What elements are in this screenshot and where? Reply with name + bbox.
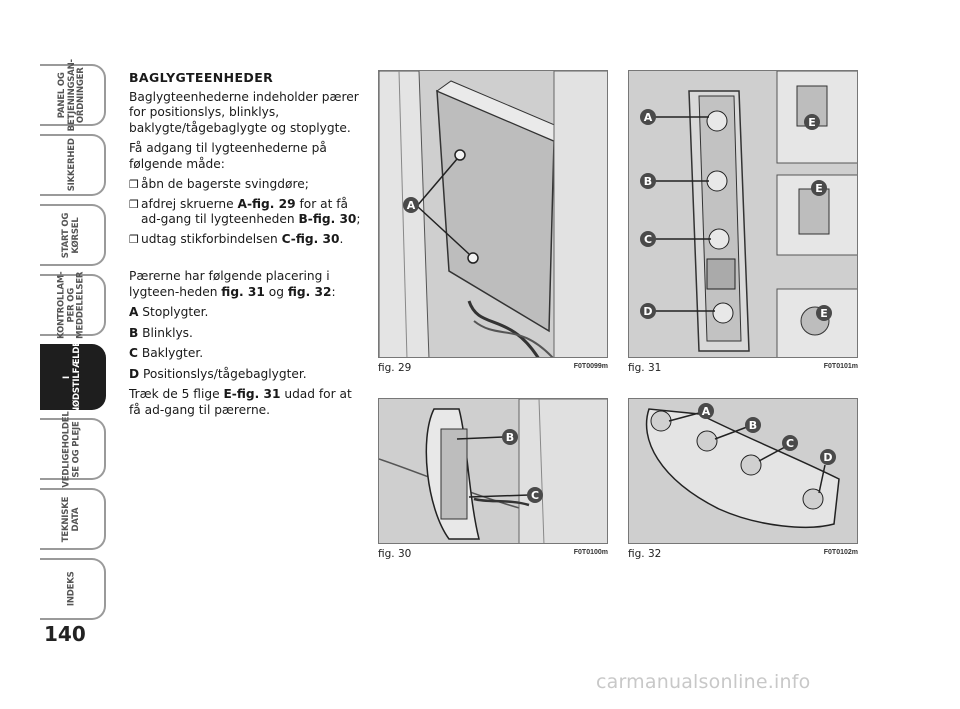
svg-text:C: C — [785, 437, 795, 450]
callout-c — [640, 231, 656, 247]
svg-text:E: E — [808, 116, 816, 129]
svg-text:B: B — [748, 419, 758, 432]
tab-label: INDEKS — [66, 571, 77, 607]
figure-code: F0T0102m — [823, 549, 858, 556]
figure-32 — [628, 398, 858, 564]
tab-indeks[interactable] — [40, 558, 106, 620]
svg-text:A: A — [701, 405, 711, 418]
callout-d — [640, 303, 656, 319]
callout-a — [640, 109, 656, 125]
callout-b — [502, 429, 518, 445]
watermark: carmanualsonline.info — [596, 671, 811, 693]
figure-image — [628, 70, 858, 358]
legend-item: D Positionslys/tågebaglygter. — [129, 366, 307, 381]
legend-item: B Blinklys. — [129, 325, 193, 340]
tab-label: START OG KØRSEL — [61, 212, 81, 258]
callout-e-middle — [811, 180, 827, 196]
tab-label: SIKKERHED — [66, 138, 77, 192]
figure-caption: fig. 31 — [628, 362, 662, 374]
legend-item: C Baklygter. — [129, 346, 204, 360]
svg-text:A: A — [643, 111, 653, 124]
figure-caption: fig. 29 — [378, 362, 412, 374]
svg-text:D: D — [823, 451, 833, 464]
figure-image — [378, 70, 608, 358]
figure-image — [628, 398, 858, 544]
tab-nodstilfaelde[interactable] — [40, 340, 106, 414]
svg-text:A: A — [406, 199, 416, 212]
svg-text:B: B — [643, 175, 653, 188]
callout-c — [782, 435, 798, 451]
svg-text:C: C — [643, 233, 653, 246]
tab-label: VEDLIGEHOLDEL SE OG PLEJE — [61, 410, 81, 488]
step-text: åbn de bagerste svingdøre; — [141, 177, 309, 191]
tab-label: I NØDSTILFÆLDE — [61, 340, 81, 414]
tab-label: TEKNISKE DATA — [61, 496, 81, 542]
figure-caption: fig. 30 — [378, 548, 412, 560]
step-text: afdrej skruerne A-fig. 29 for at få ad-gang til lygteenheden B-fig. 30; — [141, 196, 361, 226]
callout-e-top — [804, 114, 820, 130]
section-heading: BAGLYGTEENHEDER — [129, 70, 274, 85]
tab-label: KONTROLLAM- PER OG MEDDELELSER — [56, 271, 86, 339]
figure-caption: fig. 32 — [628, 548, 662, 560]
figure-code: F0T0099m — [573, 363, 608, 370]
figure-code: F0T0100m — [573, 549, 608, 556]
access-paragraph: Få adgang til lygteenhederne på følgende måde: — [129, 141, 327, 171]
callout-d — [820, 449, 836, 465]
svg-text:E: E — [820, 307, 828, 320]
callout-a — [403, 197, 419, 213]
tab-start[interactable] — [40, 204, 106, 266]
step-text: udtag stikforbindelsen C-fig. 30. — [141, 231, 344, 246]
tab-label: PANEL OG BETJENINGSAN- ORDNINGER — [56, 58, 86, 132]
figure-image — [378, 398, 608, 544]
figure-code: F0T0101m — [823, 363, 858, 370]
bulbs-paragraph: Pærerne har følgende placering i lygteen-heden fig. 31 og fig. 32: — [129, 269, 336, 299]
figure-31 — [628, 70, 858, 378]
callout-a — [698, 403, 714, 419]
checkbox-icon: ❒ — [129, 197, 139, 211]
intro-paragraph: Baglygteenhederne indeholder pærer for positionslys, blinklys, baklygte/tågebaglygte og stoplygte. — [129, 89, 359, 135]
callout-b — [745, 417, 761, 433]
svg-text:D: D — [643, 305, 653, 318]
tab-panel[interactable] — [40, 58, 106, 132]
checkbox-icon: ❒ — [129, 178, 139, 191]
tab-vedligeholdelse[interactable] — [40, 410, 106, 488]
callout-e-bottom — [816, 305, 832, 321]
checkbox-icon: ❒ — [129, 232, 139, 246]
tab-kontrollamper[interactable] — [40, 271, 106, 339]
tab-tekniske-data[interactable] — [40, 488, 106, 550]
step-item — [129, 197, 364, 228]
page-number: 140 — [44, 622, 86, 646]
svg-text:E: E — [815, 182, 823, 195]
final-paragraph: Træk de 5 flige E-fig. 31 udad for at få ad-gang til pærerne. — [129, 387, 352, 417]
step-item — [129, 232, 364, 248]
legend-item: A Stoplygter. — [129, 305, 209, 319]
svg-text:C: C — [530, 489, 540, 502]
text-column — [129, 70, 364, 423]
figure-29 — [378, 70, 608, 378]
callout-c — [527, 487, 543, 503]
tab-sikkerhed[interactable] — [40, 134, 106, 196]
figure-30 — [378, 398, 608, 564]
callout-b — [640, 173, 656, 189]
svg-text:B: B — [505, 431, 515, 444]
step-item — [129, 177, 364, 193]
